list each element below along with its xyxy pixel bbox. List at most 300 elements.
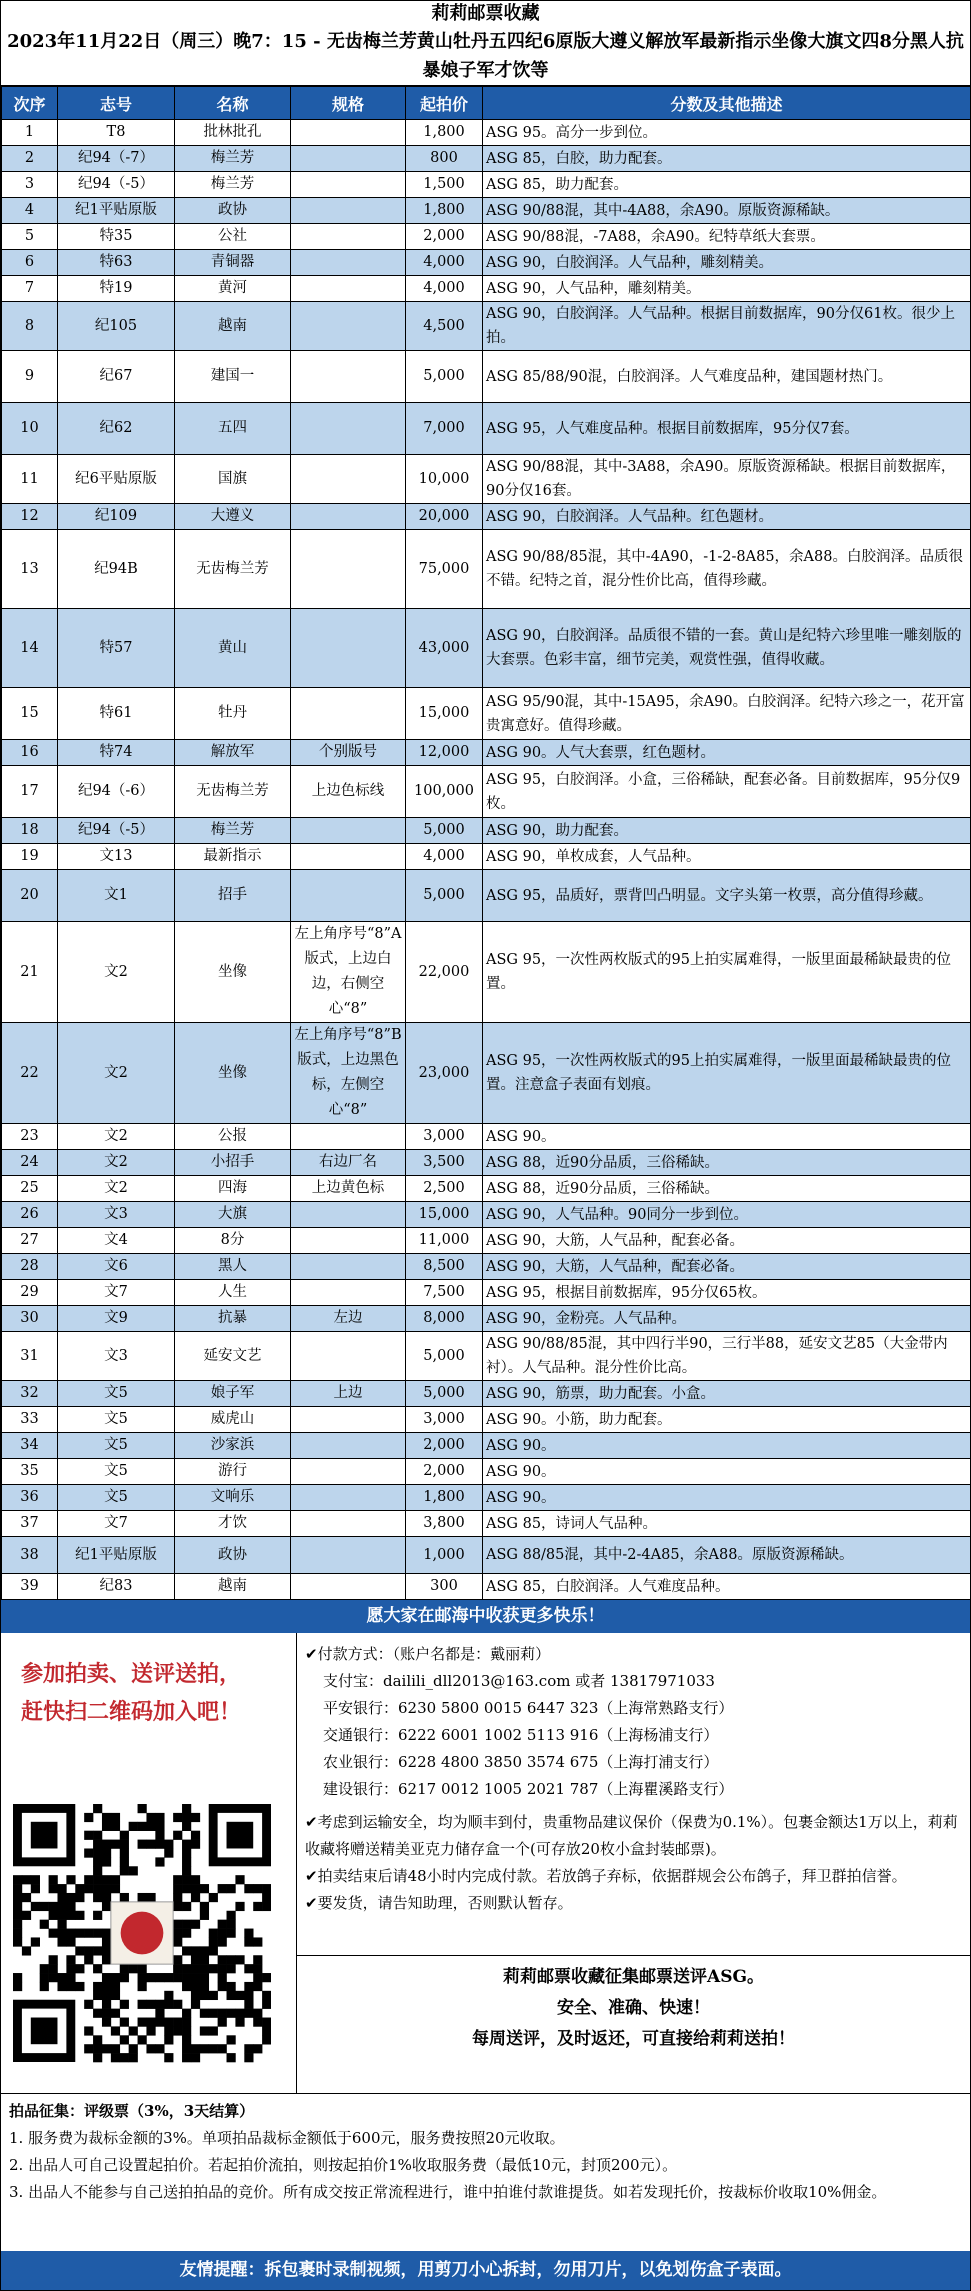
table-row [2,740,971,766]
table-row [2,1228,971,1254]
table-row [2,870,971,922]
auction-rule-3: 3. 出品人不能参与自己送拍拍品的竞价。所有成交按正常流程进行，谁中拍谁付款谁提货。如若发现托价，按裁标价收取10%佣金。 [9,2183,887,2201]
table-row [2,1150,971,1176]
lot-name: 招手 [175,870,291,922]
lot-start-price: 2,500 [406,1176,483,1202]
bank-3: 农业银行：6228 4800 3850 3574 675（上海打浦支行） [323,1753,719,1771]
column-header-no: 次序 [2,87,58,120]
table-row [2,1511,971,1537]
lot-name: 无齿梅兰芳 [175,766,291,818]
lot-name: 五四 [175,403,291,455]
lot-description: ASG 90，金粉亮。人气品种。 [483,1306,971,1332]
lot-start-price: 22,000 [406,922,483,1023]
lot-spec [291,1511,406,1537]
collect-notice [297,1955,970,2092]
lot-spec [291,198,406,224]
table-row [2,818,971,844]
lot-number: 35 [2,1459,58,1485]
lot-start-price: 2,000 [406,224,483,250]
lot-spec [291,870,406,922]
lot-description: ASG 90，大筋，人气品种，配套必备。 [483,1228,971,1254]
lot-number: 28 [2,1254,58,1280]
lot-start-price: 75,000 [406,530,483,609]
lot-code: 文5 [58,1459,175,1485]
lot-spec [291,1537,406,1574]
lot-name: 娘子军 [175,1381,291,1407]
lot-number: 10 [2,403,58,455]
lot-spec [291,1433,406,1459]
lot-number: 36 [2,1485,58,1511]
lot-spec [291,403,406,455]
lot-spec [291,844,406,870]
lot-code: 特61 [58,688,175,740]
lot-spec [291,1202,406,1228]
lot-number: 32 [2,1381,58,1407]
table-row [2,504,971,530]
lot-number: 2 [2,146,58,172]
lot-spec [291,530,406,609]
table-row [2,250,971,276]
lot-name: 8分 [175,1228,291,1254]
lot-spec: 左上角序号“8”A版式，上边白边，右侧空心“8” [291,922,406,1023]
table-row [2,1280,971,1306]
lot-description: ASG 90。 [483,1124,971,1150]
lot-code: 纪94（-7） [58,146,175,172]
lot-description: ASG 95，白胶润泽。小盒，三俗稀缺，配套必备。目前数据库，95分仅9枚。 [483,766,971,818]
lot-name: 国旗 [175,455,291,504]
table-row [2,146,971,172]
lot-name: 四海 [175,1176,291,1202]
note-delivery: ✔要发货，请告知助理，否则默认暂存。 [305,1894,573,1912]
info-section [1,1633,970,2094]
lot-number: 8 [2,302,58,351]
lot-start-price: 10,000 [406,455,483,504]
lot-number: 12 [2,504,58,530]
bank-1: 平安银行：6230 5800 0015 6447 323（上海常熟路支行） [323,1699,734,1717]
collect-line-1: 莉莉邮票收藏征集邮票送评ASG。 [503,1967,764,1987]
lot-description: ASG 90，白胶润泽。人气品种，雕刻精美。 [483,250,971,276]
table-row [2,530,971,609]
lot-name: 梅兰芳 [175,172,291,198]
lot-name: 小招手 [175,1150,291,1176]
lot-start-price: 1,800 [406,198,483,224]
lot-number: 19 [2,844,58,870]
lot-start-price: 4,000 [406,844,483,870]
column-header-desc: 分数及其他描述 [483,87,971,120]
lot-name: 大旗 [175,1202,291,1228]
lot-description: ASG 88/85混，其中-2-4A85，余A88。原版资源稀缺。 [483,1537,971,1574]
reminder-banner: 友情提醒：拆包裹时录制视频，用剪刀小心拆封，勿用刀片，以免划伤盒子表面。 [1,2251,970,2290]
lot-description: ASG 90，人气品种，雕刻精美。 [483,276,971,302]
table-row [2,1574,971,1600]
lot-code: 纪109 [58,504,175,530]
lot-description: ASG 90，单枚成套，人气品种。 [483,844,971,870]
lot-code: 文2 [58,1150,175,1176]
lot-spec: 左上角序号“8”B版式，上边黑色标，左侧空心“8” [291,1023,406,1124]
lot-description: ASG 90，白胶润泽。人气品种。红色题材。 [483,504,971,530]
lot-code: 特74 [58,740,175,766]
lot-description: ASG 95，品质好，票背凹凸明显。文字头第一枚票，高分值得珍藏。 [483,870,971,922]
lot-spec: 上边 [291,1381,406,1407]
lot-code: 文7 [58,1511,175,1537]
lot-spec [291,1407,406,1433]
lot-start-price: 3,000 [406,1407,483,1433]
lot-name: 无齿梅兰芳 [175,530,291,609]
lot-code: 纪62 [58,403,175,455]
column-header-spec: 规格 [291,87,406,120]
note-payment-deadline: ✔拍卖结束后请48小时内完成付款。若放鸽子弃标，依据群规会公布鸽子，拜卫群拍信誉。 [305,1867,907,1885]
lot-number: 17 [2,766,58,818]
lot-number: 37 [2,1511,58,1537]
lot-start-price: 1,800 [406,1485,483,1511]
lot-number: 5 [2,224,58,250]
lot-description: ASG 85，助力配套。 [483,172,971,198]
lot-name: 越南 [175,302,291,351]
lot-code: 文5 [58,1381,175,1407]
table-row [2,1023,971,1124]
lot-number: 4 [2,198,58,224]
lot-name: 牡丹 [175,688,291,740]
promo-text [1,1633,296,1731]
lot-name: 人生 [175,1280,291,1306]
lot-code: 文2 [58,922,175,1023]
lot-code: 纪105 [58,302,175,351]
lot-name: 游行 [175,1459,291,1485]
lot-start-price: 15,000 [406,688,483,740]
column-header-name: 名称 [175,87,291,120]
lot-start-price: 3,800 [406,1511,483,1537]
table-row [2,1332,971,1381]
lot-number: 7 [2,276,58,302]
table-row [2,1433,971,1459]
table-row [2,844,971,870]
lot-description: ASG 85，白胶润泽。人气难度品种。 [483,1574,971,1600]
lot-name: 沙家浜 [175,1433,291,1459]
lot-number: 14 [2,609,58,688]
lot-code: 文5 [58,1407,175,1433]
bank-2: 交通银行：6222 6001 1002 5113 916（上海杨浦支行） [323,1726,719,1744]
auction-rules [1,2094,970,2221]
lot-spec [291,1332,406,1381]
lot-description: ASG 90，大筋，人气品种，配套必备。 [483,1254,971,1280]
lot-spec [291,146,406,172]
lot-start-price: 5,000 [406,1381,483,1407]
lot-start-price: 23,000 [406,1023,483,1124]
table-row [2,455,971,504]
lot-description: ASG 90/88/85混，其中四行半90，三行半88，延安文艺85（大金带内衬）。人气品种。混分性价比高。 [483,1332,971,1381]
lot-code: 特19 [58,276,175,302]
lot-code: 纪6平贴原版 [58,455,175,504]
lot-code: 纪1平贴原版 [58,1537,175,1574]
qr-code-icon[interactable] [13,1798,271,2068]
lot-spec [291,1124,406,1150]
lot-code: 文4 [58,1228,175,1254]
lot-description: ASG 90。 [483,1459,971,1485]
lot-code: T8 [58,120,175,146]
lot-code: 纪94B [58,530,175,609]
lot-start-price: 3,000 [406,1124,483,1150]
lot-number: 6 [2,250,58,276]
lot-spec [291,302,406,351]
lot-number: 25 [2,1176,58,1202]
lot-start-price: 100,000 [406,766,483,818]
lot-start-price: 1,000 [406,1537,483,1574]
lot-start-price: 12,000 [406,740,483,766]
table-row [2,1485,971,1511]
lot-start-price: 7,000 [406,403,483,455]
lot-number: 30 [2,1306,58,1332]
lot-code: 纪94（-6） [58,766,175,818]
lot-spec [291,351,406,403]
lot-start-price: 1,500 [406,172,483,198]
lot-name: 青铜器 [175,250,291,276]
lot-code: 文7 [58,1280,175,1306]
table-row [2,1202,971,1228]
table-row [2,1254,971,1280]
lot-spec [291,250,406,276]
page-title: 莉莉邮票收藏 [431,3,540,24]
lot-description: ASG 95，根据目前数据库，95分仅65枚。 [483,1280,971,1306]
lot-start-price: 20,000 [406,504,483,530]
promo-line-1: 参加拍卖、送评送拍， [21,1661,242,1687]
lot-code: 纪94（-5） [58,172,175,198]
auction-rules-label: 拍品征集：评级票（3%，3天结算） [9,2102,255,2120]
lot-name: 梅兰芳 [175,146,291,172]
lot-number: 23 [2,1124,58,1150]
lot-description: ASG 90，筋票，助力配套。小盒。 [483,1381,971,1407]
lot-start-price: 5,000 [406,818,483,844]
lot-description: ASG 90，人气品种。90同分一步到位。 [483,1202,971,1228]
lot-start-price: 7,500 [406,1280,483,1306]
lot-spec: 右边厂名 [291,1150,406,1176]
lot-start-price: 43,000 [406,609,483,688]
lot-description: ASG 90，白胶润泽。品质很不错的一套。黄山是纪特六珍里唯一雕刻版的大套票。色彩丰富，细节完美，观赏性强，值得收藏。 [483,609,971,688]
table-row [2,172,971,198]
lot-table [1,86,971,1600]
lot-name: 越南 [175,1574,291,1600]
table-row [2,688,971,740]
table-row [2,351,971,403]
alipay-info: 支付宝：dailili_dll2013@163.com 或者 13817971033 [323,1672,715,1690]
lot-code: 文2 [58,1023,175,1124]
wish-banner: 愿大家在邮海中收获更多快乐！ [1,1600,970,1633]
table-row [2,302,971,351]
lot-spec [291,1574,406,1600]
lot-code: 文5 [58,1485,175,1511]
lot-start-price: 4,000 [406,250,483,276]
lot-description: ASG 90，白胶润泽。人气品种。根据目前数据库，90分仅61枚。很少上拍。 [483,302,971,351]
lot-spec [291,276,406,302]
lot-name: 延安文艺 [175,1332,291,1381]
auction-rule-1: 1. 服务费为裁标金额的3%。单项拍品裁标金额低于600元，服务费按照20元收取。 [9,2129,565,2147]
table-row [2,198,971,224]
lot-description: ASG 95/90混，其中-15A95，余A90。白胶润泽。纪特六珍之一，花开富贵寓意好。值得珍藏。 [483,688,971,740]
payment-info [297,1633,970,1955]
lot-number: 21 [2,922,58,1023]
lot-name: 公报 [175,1124,291,1150]
lot-spec: 个别版号 [291,740,406,766]
table-row [2,1407,971,1433]
table-row [2,609,971,688]
lot-start-price: 2,000 [406,1459,483,1485]
lot-description: ASG 95，人气难度品种。根据目前数据库，95分仅7套。 [483,403,971,455]
column-header-code: 志号 [58,87,175,120]
lot-number: 27 [2,1228,58,1254]
lot-code: 文1 [58,870,175,922]
lot-start-price: 5,000 [406,351,483,403]
table-row [2,1381,971,1407]
lot-spec [291,688,406,740]
auction-rule-2: 2. 出品人可自己设置起拍价。若起拍价流拍，则按起拍价1%收取服务费（最低10元，封顶200元）。 [9,2156,678,2174]
lot-spec [291,1485,406,1511]
note-shipping: ✔考虑到运输安全，均为顺丰到付，贵重物品建议保价（保费为0.1%）。包裹金额达1万以上，莉莉收藏将赠送精美亚克力储存盒一个(可存放20枚小盒封装邮票)。 [305,1813,958,1858]
lot-code: 文9 [58,1306,175,1332]
lot-name: 政协 [175,1537,291,1574]
table-row [2,1459,971,1485]
lot-number: 24 [2,1150,58,1176]
lot-spec [291,1459,406,1485]
lot-description: ASG 95，一次性两枚版式的95上拍实属难得，一版里面最稀缺最贵的位置。 [483,922,971,1023]
lot-name: 坐像 [175,922,291,1023]
lot-description: ASG 88，近90分品质，三俗稀缺。 [483,1176,971,1202]
lot-description: ASG 90/88混，其中-3A88，余A90。原版资源稀缺。根据目前数据库，90分仅16套。 [483,455,971,504]
lot-start-price: 11,000 [406,1228,483,1254]
lot-code: 文3 [58,1202,175,1228]
payment-title: ✔付款方式：（账户名都是：戴丽莉） [305,1645,551,1663]
lot-description: ASG 90。 [483,1433,971,1459]
column-header-price: 起拍价 [406,87,483,120]
lot-start-price: 4,500 [406,302,483,351]
lot-name: 大遵义 [175,504,291,530]
lot-name: 政协 [175,198,291,224]
lot-code: 文13 [58,844,175,870]
lot-spec [291,172,406,198]
lot-start-price: 5,000 [406,1332,483,1381]
lot-start-price: 1,800 [406,120,483,146]
lot-name: 黄河 [175,276,291,302]
lot-code: 纪83 [58,1574,175,1600]
table-row [2,1124,971,1150]
lot-code: 特57 [58,609,175,688]
lot-description: ASG 85/88/90混，白胶润泽。人气难度品种，建国题材热门。 [483,351,971,403]
collect-line-3: 每周送评，及时返还，可直接给莉莉送拍！ [472,2029,795,2049]
lot-number: 22 [2,1023,58,1124]
lot-number: 1 [2,120,58,146]
lot-number: 11 [2,455,58,504]
lot-name: 坐像 [175,1023,291,1124]
lot-name: 最新指示 [175,844,291,870]
lot-start-price: 8,000 [406,1306,483,1332]
table-row [2,120,971,146]
lot-description: ASG 90，助力配套。 [483,818,971,844]
collect-line-2: 安全、准确、快速！ [557,1998,710,2018]
lot-description: ASG 90/88混，其中-4A88，余A90。原版资源稀缺。 [483,198,971,224]
lot-code: 纪94（-5） [58,818,175,844]
lot-number: 18 [2,818,58,844]
table-row [2,224,971,250]
lot-description: ASG 90。人气大套票，红色题材。 [483,740,971,766]
lot-start-price: 300 [406,1574,483,1600]
lot-name: 公社 [175,224,291,250]
lot-description: ASG 90/88/85混，其中-4A90，-1-2-8A85，余A88。白胶润泽。品质很不错。纪特之首，混分性价比高，值得珍藏。 [483,530,971,609]
lot-name: 解放军 [175,740,291,766]
lot-name: 文响乐 [175,1485,291,1511]
lot-code: 特35 [58,224,175,250]
document-header [1,1,970,86]
lot-spec [291,504,406,530]
lot-code: 纪1平贴原版 [58,198,175,224]
promo-line-2: 赶快扫二维码加入吧！ [21,1699,242,1725]
lot-code: 文5 [58,1433,175,1459]
lot-name: 梅兰芳 [175,818,291,844]
table-row [2,1306,971,1332]
lot-code: 特63 [58,250,175,276]
lot-spec [291,818,406,844]
lot-name: 威虎山 [175,1407,291,1433]
lot-number: 26 [2,1202,58,1228]
lot-number: 3 [2,172,58,198]
lot-number: 20 [2,870,58,922]
lot-start-price: 4,000 [406,276,483,302]
lot-number: 31 [2,1332,58,1381]
lot-description: ASG 95。高分一步到位。 [483,120,971,146]
lot-spec: 左边 [291,1306,406,1332]
lot-code: 文2 [58,1176,175,1202]
lot-spec: 上边色标线 [291,766,406,818]
lot-number: 34 [2,1433,58,1459]
table-row [2,1176,971,1202]
lot-spec [291,609,406,688]
lot-code: 文6 [58,1254,175,1280]
lot-spec [291,224,406,250]
lot-code: 文2 [58,1124,175,1150]
lot-number: 38 [2,1537,58,1574]
lot-description: ASG 90/88混，-7A88，余A90。纪特草纸大套票。 [483,224,971,250]
lot-start-price: 8,500 [406,1254,483,1280]
lot-description: ASG 88，近90分品质，三俗稀缺。 [483,1150,971,1176]
lot-code: 纪67 [58,351,175,403]
lot-number: 15 [2,688,58,740]
lot-description: ASG 85，白胶，助力配套。 [483,146,971,172]
lot-description: ASG 90。 [483,1485,971,1511]
lot-name: 黑人 [175,1254,291,1280]
table-row [2,276,971,302]
lot-name: 批林批孔 [175,120,291,146]
lot-number: 33 [2,1407,58,1433]
table-row [2,1537,971,1574]
lot-spec [291,1254,406,1280]
lot-spec [291,120,406,146]
auction-subtitle: 2023年11月22日（周三）晚7：15 - 无齿梅兰芳黄山牡丹五四纪6原版大遵义解放军最新指示坐像大旗文四8分黑人抗暴娘子军才饮等 [7,31,964,81]
lot-description: ASG 85，诗词人气品种。 [483,1511,971,1537]
bank-4: 建设银行：6217 0012 1005 2021 787（上海瞿溪路支行） [323,1780,734,1798]
lot-spec [291,1228,406,1254]
table-row [2,922,971,1023]
lot-start-price: 2,000 [406,1433,483,1459]
lot-number: 39 [2,1574,58,1600]
lot-start-price: 3,500 [406,1150,483,1176]
lot-number: 29 [2,1280,58,1306]
lot-spec [291,1280,406,1306]
table-header-row [2,87,971,120]
lot-code: 文3 [58,1332,175,1381]
lot-number: 9 [2,351,58,403]
lot-name: 建国一 [175,351,291,403]
lot-number: 16 [2,740,58,766]
promo-panel [1,1633,297,2093]
lot-name: 抗暴 [175,1306,291,1332]
lot-start-price: 5,000 [406,870,483,922]
